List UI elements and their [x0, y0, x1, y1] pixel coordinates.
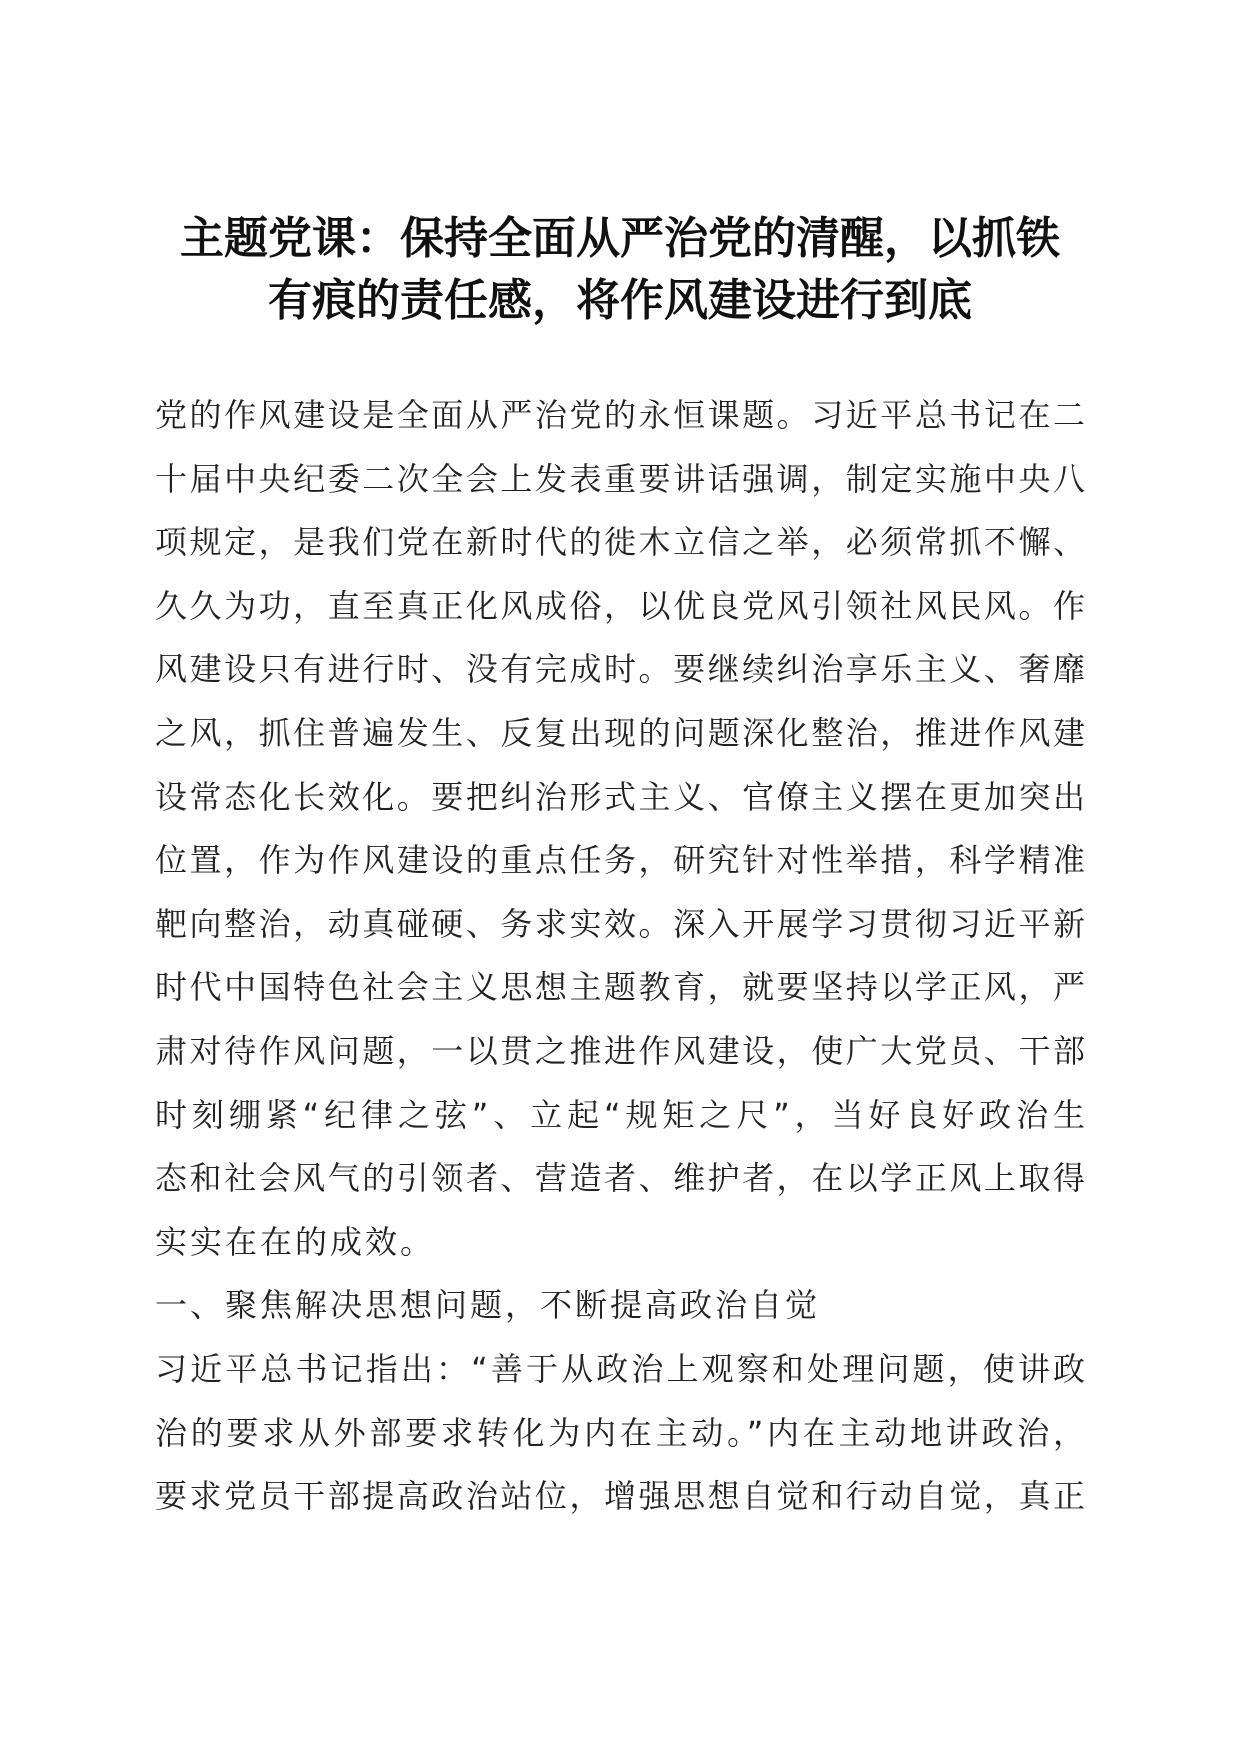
text-line: 时代中国特色社会主义思想主题教育，就要坚持以学正风，严	[155, 968, 1085, 1007]
text-line: 态和社会风气的引领者、营造者、维护者，在以学正风上取得	[155, 1159, 1085, 1198]
text-line: 位置，作为作风建设的重点任务，研究针对性举措，科学精准	[155, 841, 1085, 880]
text-line: 党的作风建设是全面从严治党的永恒课题。习近平总书记在二	[155, 396, 1085, 434]
text-line: 十届中央纪委二次全会上发表重要讲话强调，制定实施中央八	[155, 459, 1085, 498]
text-line: 项规定，是我们党在新时代的徙木立信之举，必须常抓不懈、	[155, 523, 1085, 562]
text-line: 时刻绷紧“纪律之弦”、立起“规矩之尺”，当好良好政治生	[155, 1095, 1085, 1134]
text-line: 习近平总书记指出：“善于从政治上观察和处理问题，使讲政	[155, 1349, 1085, 1388]
text-line: 要求党员干部提高政治站位，增强思想自觉和行动自觉，真正	[155, 1477, 1085, 1516]
text-line: 设常态化长效化。要把纠治形式主义、官僚主义摆在更加突出	[155, 777, 1085, 816]
text-line: 靶向整治，动真碰硬、务求实效。深入开展学习贯彻习近平新	[155, 904, 1085, 943]
title-line: 主题党课：保持全面从严治党的清醒，以抓铁	[180, 213, 1060, 264]
document-body	[155, 384, 1085, 1529]
title-line: 有痕的责任感，将作风建设进行到底	[268, 275, 972, 326]
paragraph-2	[155, 1338, 1085, 1529]
text-line: 风建设只有进行时、没有完成时。要继续纠治享乐主义、奢靡	[155, 650, 1085, 689]
text-line: 肃对待作风问题，一以贯之推进作风建设，使广大党员、干部	[155, 1031, 1085, 1070]
heading-text: 一、聚焦解决思想问题，不断提高政治自觉	[155, 1286, 821, 1325]
document-title	[150, 208, 1090, 332]
text-line: 实实在在的成效。	[155, 1222, 436, 1261]
text-line: 之风，抓住普遍发生、反复出现的问题深化整治，推进作风建	[155, 713, 1085, 752]
text-line: 久久为功，直至真正化风成俗，以优良党风引领社风民风。作	[155, 586, 1085, 625]
section-heading-1	[155, 1274, 1085, 1338]
paragraph-1	[155, 384, 1085, 1274]
text-line: 治的要求从外部要求转化为内在主动。”内在主动地讲政治，	[155, 1413, 1085, 1452]
